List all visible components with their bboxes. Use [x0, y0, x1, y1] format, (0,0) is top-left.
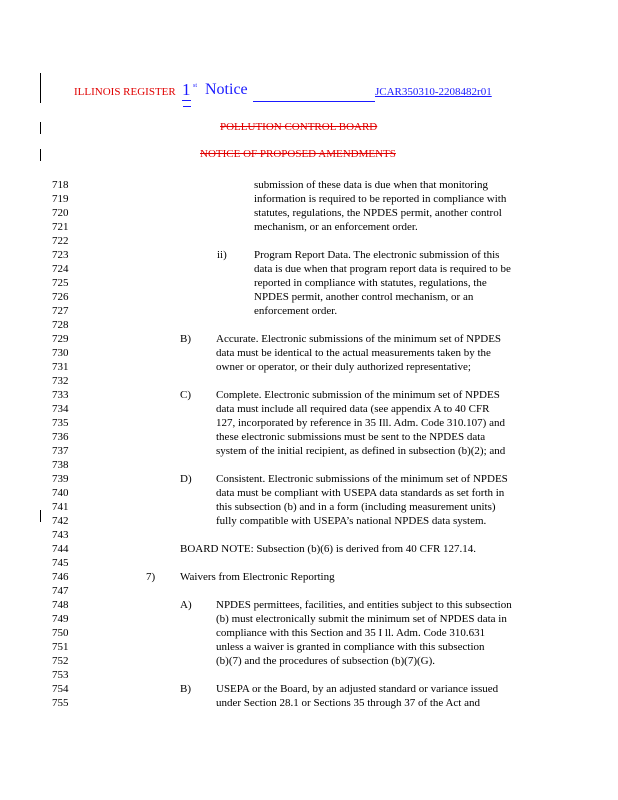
line-text: (b) must electronically submit the minimum set of NPDES data in	[216, 613, 507, 625]
line-text: data must include all required data (see appendix A to 40 CFR	[216, 403, 490, 415]
line-number: 751	[52, 641, 69, 653]
line-number: 736	[52, 431, 69, 443]
change-bar	[40, 510, 41, 522]
line-number: 728	[52, 319, 69, 331]
line-text: fully compatible with USEPA’s national NPDES data system.	[216, 515, 487, 527]
line-text: compliance with this Section and 35 I ll. Adm. Code 310.631	[216, 627, 486, 639]
line-text: enforcement order.	[254, 305, 338, 317]
line-number: 733	[52, 389, 69, 401]
line-number: 747	[52, 585, 69, 597]
line-text: BOARD NOTE: Subsection (b)(6) is derived from 40 CFR 127.14.	[180, 543, 477, 555]
line-text: mechanism, or an enforcement order.	[254, 221, 418, 233]
line-text: (b)(7) and the procedures of subsection (b)(7)(G).	[216, 655, 436, 667]
change-bar	[40, 73, 41, 103]
line-number: 718	[52, 179, 69, 191]
line-text: NPDES permit, another control mechanism, or an	[254, 291, 474, 303]
item-label: C)	[180, 389, 191, 401]
line-number: 729	[52, 333, 69, 345]
item-label: B)	[180, 333, 191, 345]
line-number: 732	[52, 375, 69, 387]
item-label: D)	[180, 473, 192, 485]
line-number: 748	[52, 599, 69, 611]
line-text: 127, incorporated by reference in 35 Ill. Adm. Code 310.107) and	[216, 417, 505, 429]
item-label: A)	[180, 599, 192, 611]
item-label: ii)	[217, 249, 227, 261]
line-number: 738	[52, 459, 69, 471]
notice-type: NOTICE OF PROPOSED AMENDMENTS	[200, 148, 396, 160]
line-text: data is due when that program report data is required to be	[254, 263, 511, 275]
line-number: 740	[52, 487, 69, 499]
line-number: 721	[52, 221, 69, 233]
line-text: Consistent. Electronic submissions of the minimum set of NPDES	[216, 473, 508, 485]
line-number: 750	[52, 627, 69, 639]
notice-heading: Notice	[205, 81, 248, 98]
page-number: 1	[182, 80, 191, 99]
change-bar	[40, 149, 41, 161]
line-number: 737	[52, 445, 69, 457]
agency-title: POLLUTION CONTROL BOARD	[220, 121, 378, 133]
line-number: 722	[52, 235, 69, 247]
line-text: data must be identical to the actual measurements taken by the	[216, 347, 491, 359]
line-number: 726	[52, 291, 69, 303]
line-text: statutes, regulations, the NPDES permit, another control	[254, 207, 502, 219]
change-bar	[40, 122, 41, 134]
line-number: 724	[52, 263, 69, 275]
line-number: 723	[52, 249, 69, 261]
register-title: ILLINOIS REGISTER	[74, 86, 176, 98]
line-number: 725	[52, 277, 69, 289]
item-label: 7)	[146, 571, 156, 583]
line-text: system of the initial recipient, as defined in subsection (b)(2); and	[216, 445, 506, 457]
line-text: reported in compliance with statutes, regulations, the	[254, 277, 487, 289]
line-text: Program Report Data. The electronic submission of this	[254, 249, 500, 261]
line-number: 720	[52, 207, 69, 219]
line-number: 735	[52, 417, 69, 429]
line-number: 755	[52, 697, 69, 709]
line-number: 744	[52, 543, 69, 555]
sup-dash	[183, 106, 191, 107]
line-text: information is required to be reported in compliance with	[254, 193, 507, 205]
line-number: 743	[52, 529, 69, 541]
line-text: owner or operator, or their duly authorized representative;	[216, 361, 471, 373]
line-number: 746	[52, 571, 69, 583]
line-number: 753	[52, 669, 69, 681]
line-text: NPDES permittees, facilities, and entities subject to this subsection	[216, 599, 512, 611]
line-number: 749	[52, 613, 69, 625]
line-text: this subsection (b) and in a form (including measurement units)	[216, 501, 496, 513]
line-number: 752	[52, 655, 69, 667]
line-text: Waivers from Electronic Reporting	[180, 571, 335, 583]
line-text: submission of these data is due when that monitoring	[254, 179, 489, 191]
line-number: 741	[52, 501, 69, 513]
jcar-reference: JCAR350310-2208482r01	[375, 86, 492, 98]
line-number: 730	[52, 347, 69, 359]
line-text: these electronic submissions must be sent to the NPDES data	[216, 431, 486, 443]
line-text: Accurate. Electronic submissions of the minimum set of NPDES	[216, 333, 502, 345]
line-text: Complete. Electronic submission of the minimum set of NPDES	[216, 389, 500, 401]
line-text: unless a waiver is granted in compliance with this subsection	[216, 641, 485, 653]
line-text: USEPA or the Board, by an adjusted standard or variance issued	[216, 683, 499, 695]
line-number: 742	[52, 515, 69, 527]
line-number: 734	[52, 403, 69, 415]
line-text: under Section 28.1 or Sections 35 through 37 of the Act and	[216, 697, 480, 709]
line-number: 731	[52, 361, 69, 373]
line-number: 754	[52, 683, 69, 695]
line-number: 739	[52, 473, 69, 485]
item-label: B)	[180, 683, 191, 695]
line-number: 727	[52, 305, 69, 317]
line-number: 719	[52, 193, 69, 205]
line-number: 745	[52, 557, 69, 569]
page-number-suffix: st	[193, 83, 198, 89]
header-underline	[253, 101, 375, 102]
line-text: data must be compliant with USEPA data standards as set forth in	[216, 487, 505, 499]
